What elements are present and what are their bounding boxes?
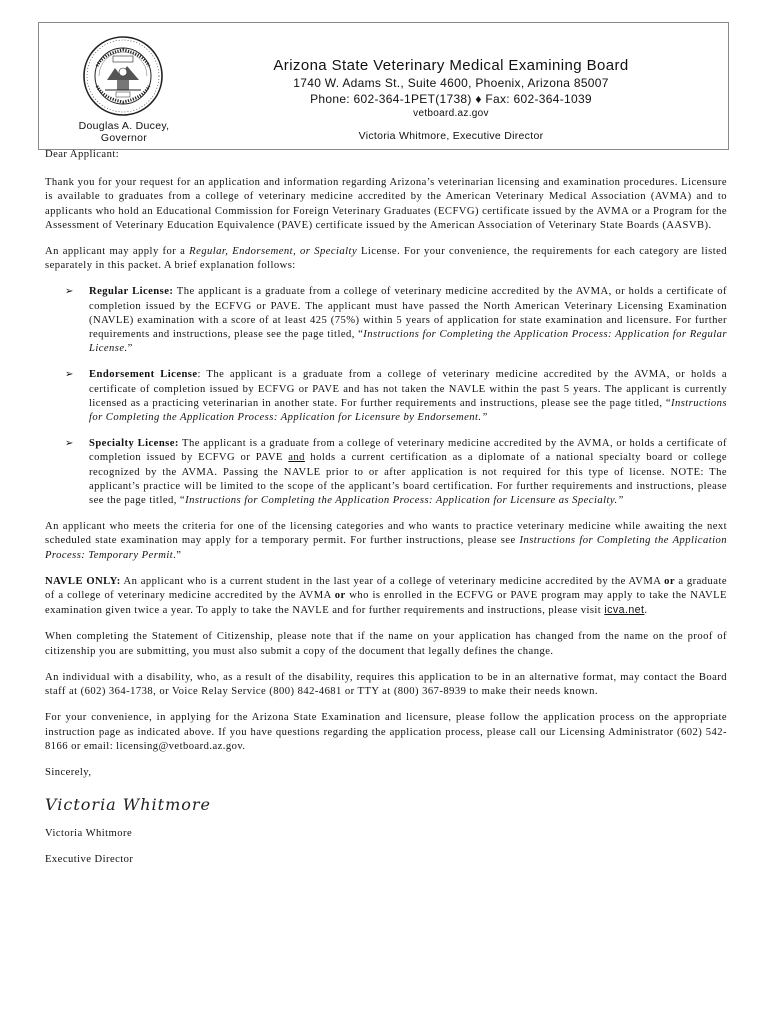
closing: Sincerely,	[45, 766, 92, 778]
endorsement-license-reference: Instructions for Completing the Application Process: Application for Licensure by Endorsement.”	[89, 397, 727, 424]
regular-license-label: Regular License:	[89, 286, 174, 298]
navle-only-paragraph: NAVLE ONLY: An applicant who is a current student in the last year of a college of veterinary medicine accredited by the AVMA or a graduate of a college of veterinary medicine accredited by the AVMA or who is enrolled in the ECFVG or PAVE program may apply to take the NAVLE examination given twice a year. To apply to take the NAVLE and for further requirements and instructions, please visit icva.net.	[45, 575, 727, 617]
bullet-specialty-license: ➢ Specialty License: The applicant is a graduate from a college of veterinary medicine accredited by the AVMA, or holds a certificate of completion issued by ECFVG or PAVE and holds a current certification as a diplomate of a national specialty board or college recognized by the AVMA. Passing the NAVLE prior to or after application is not required for this type of license. NOTE: The applicant’s practice will be limited to the scope of the applicant’s board certification. For further requirements and instructions, please see the page titled, “Instructions for Completing the Application Process: Application for Licensure as Specialty.”	[45, 437, 727, 508]
arrow-bullet-icon: ➢	[65, 369, 74, 381]
executive-director-line: Victoria Whitmore, Executive Director	[358, 130, 544, 142]
signer-name: Victoria Whitmore	[45, 827, 133, 839]
board-address: 1740 W. Adams St., Suite 4600, Phoenix, Arizona 85007	[293, 76, 609, 90]
governor-title: Governor	[100, 132, 148, 144]
bullet-endorsement-license: ➢ Endorsement License: The applicant is a graduate from a college of veterinary medicine accredited by the AVMA, or holds a certificate of completion issued by ECFVG or PAVE and has not taken the NAVLE within the past 5 years. The applicant is currently licensed as a practicing veterinarian in another state. For further requirements and instructions, please see the page titled, “Instructions for Completing the Application Process: Application for Licensure by Endorsement.”	[45, 368, 727, 425]
specialty-license-reference: Instructions for Completing the Application Process: Application for Licensure as Specialty.”	[185, 495, 624, 507]
arizona-seal-image	[83, 36, 163, 116]
citizenship-paragraph: When completing the Statement of Citizenship, please note that if the name on your application has changed from the name on the proof of citizenship you are submitting, you must also submit a copy of the document that legally defines the change.	[45, 631, 727, 657]
disability-paragraph: An individual with a disability, who, as a result of the disability, requires this application to be in an alternative format, may contact the Board staff at (602) 364-1738, or Voice Relay Service (800) 842-4681 or TTY at (800) 367-8939 to make their needs known.	[45, 671, 727, 698]
bullet-regular-license: ➢ Regular License: The applicant is a graduate from a college of veterinary medicine accredited by the AVMA, or holds a certificate of completion issued by the ECFVG or PAVE. The applicant must have passed the North American Veterinary Licensing Examination (NAVLE) examination with a score of at least 425 (75%) within 5 years of application for state examination and licensure. For further requirements and instructions, please see the page titled, “Instructions for Completing the Application Process: Application for Regular License.”	[45, 285, 727, 356]
apply-paragraph: An applicant may apply for a Regular, Endorsement, or Specialty License. For your convenience, the requirements for each category are listed separately in this packet. A brief explanation follows:	[45, 246, 727, 272]
temporary-permit-reference: Instructions for Completing the Application Process: Temporary Permit	[45, 535, 727, 561]
arrow-bullet-icon: ➢	[65, 286, 74, 298]
icva-link[interactable]: icva.net	[604, 604, 645, 617]
convenience-paragraph: For your convenience, in applying for the Arizona State Examination and licensure, please follow the application process on the appropriate instruction page as indicated above. If you have questions regarding the application process, please call our Licensing Administrator (602) 542-8166 or email: licensing@vetboard.az.gov.	[45, 712, 727, 752]
temporary-permit-paragraph: An applicant who meets the criteria for one of the licensing categories and who wants to practice veterinary medicine while awaiting the next scheduled state examination may apply for a temporary permit. For further instructions, please see Instructions for Completing the Application Process: Temporary Permit.”	[45, 521, 727, 561]
letter-body	[45, 148, 727, 880]
endorsement-license-label: Endorsement License	[89, 369, 198, 381]
regular-license-reference: Instructions for Completing the Application Process: Application for Regular License.	[89, 329, 727, 355]
salutation: Dear Applicant:	[45, 149, 120, 160]
intro-paragraph: Thank you for your request for an application and information regarding Arizona’s veterinarian licensing and examination procedures. Licensure is available to graduates from a college of veterinary medicine accredited by the American Veterinary Medical Association (AVMA) and to applicants who hold an Educational Commission for Foreign Veterinary Graduates (ECFVG) certificate issued by the AVMA or a Program for the Assessment of Veterinary Education Equivalence (PAVE) certificate issued by the American Association of Veterinary State Boards (AASVB).	[45, 177, 727, 231]
navle-only-label: NAVLE ONLY:	[45, 575, 121, 587]
signature: Victoria Whitmore	[45, 795, 212, 815]
governor-block	[45, 120, 203, 144]
board-title: Arizona State Veterinary Medical Examining Board	[273, 57, 629, 74]
board-phone-fax: Phone: 602-364-1PET(1738) ♦ Fax: 602-364-1039	[310, 92, 592, 106]
governor-name: Douglas A. Ducey,	[78, 120, 170, 132]
board-website: vetboard.az.gov	[413, 108, 489, 119]
arrow-bullet-icon: ➢	[65, 438, 74, 450]
signer-title: Executive Director	[45, 854, 134, 866]
specialty-license-label: Specialty License:	[89, 438, 179, 450]
license-types: Regular, Endorsement, or Specialty	[189, 246, 358, 258]
